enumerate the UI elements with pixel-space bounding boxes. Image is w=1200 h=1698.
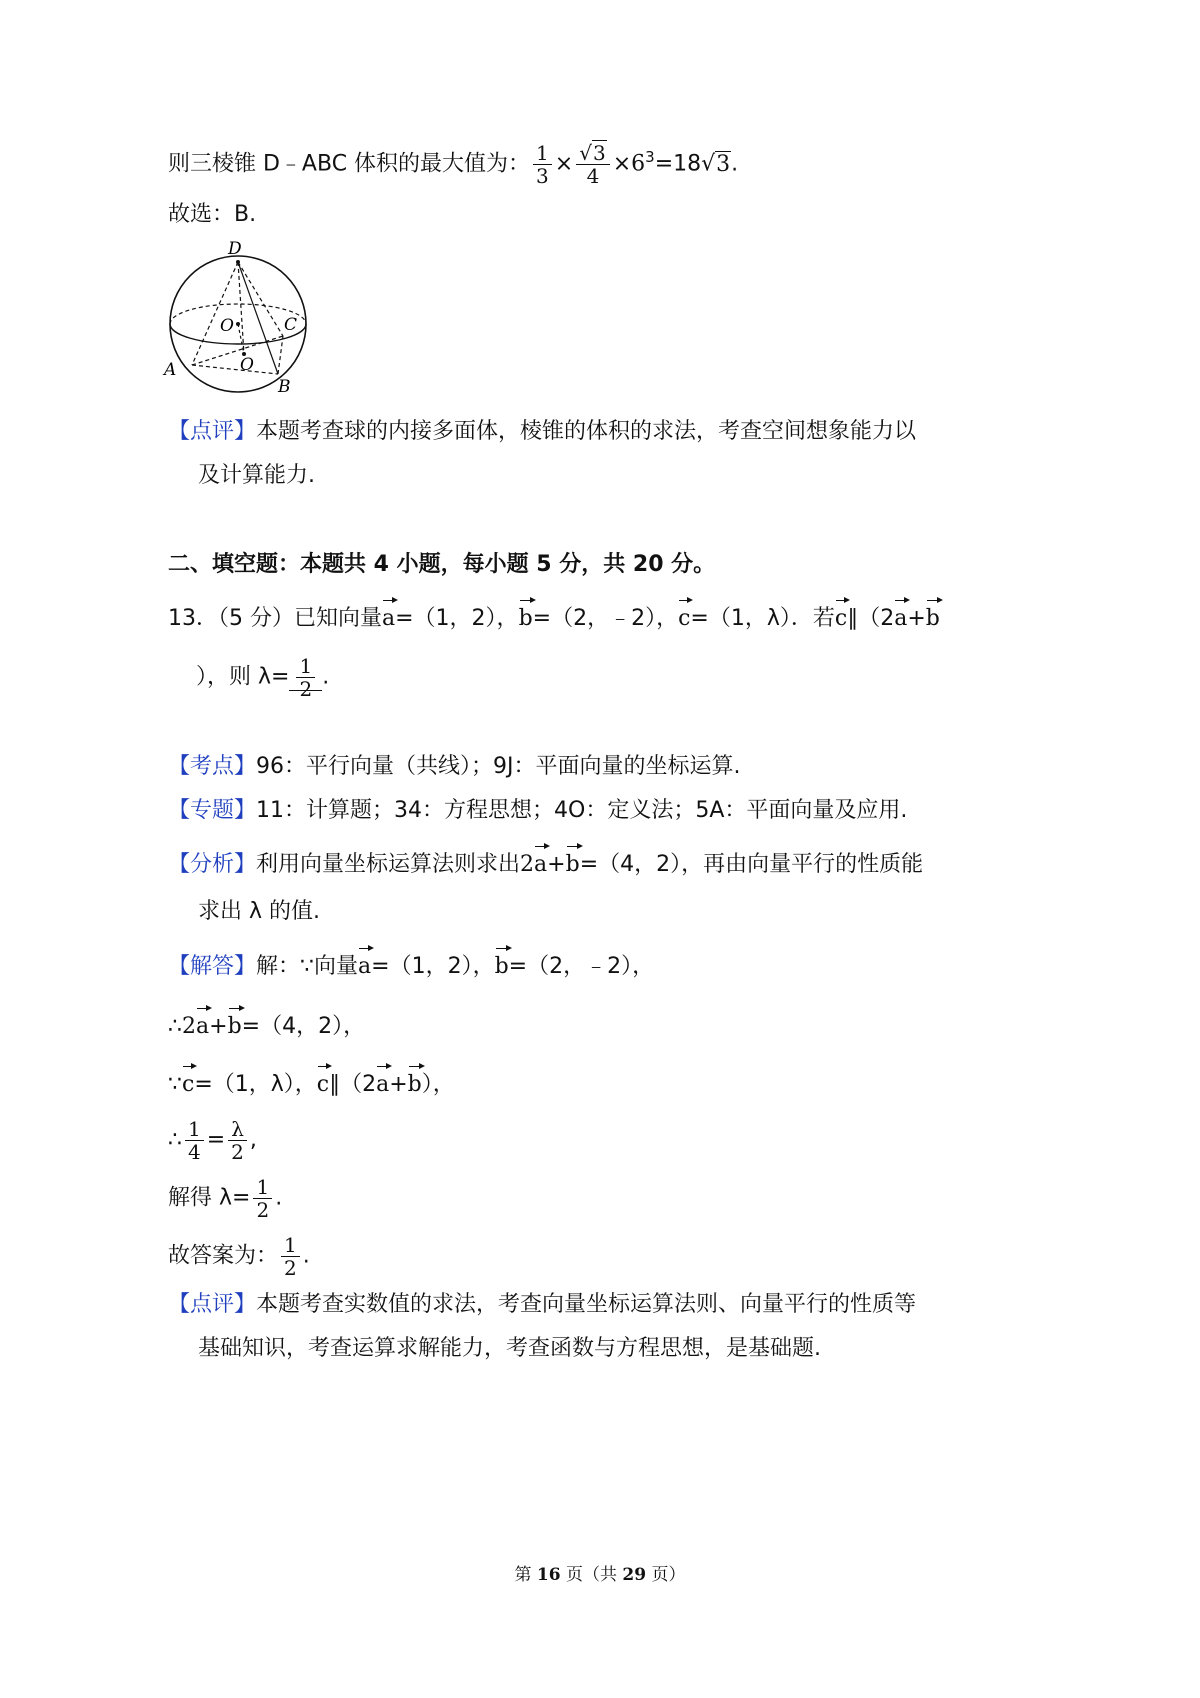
section-title: 二、填空题：本题共 4 小题，每小题 5 分，共 20 分。 (168, 552, 716, 577)
sphere-tetrahedron-figure (160, 232, 325, 397)
jieda-line-4: ∴ $\frac{1}{4}$ = $\frac{\lambda}{2}$ , (168, 1117, 257, 1164)
jieda-line-6: 故答案为： $\frac{1}{2}$ . (168, 1233, 310, 1280)
sqrt-three: √3 (701, 151, 731, 177)
review2-line-1: 【点评】本题考查实数值的求法，考查向量坐标运算法则、向量平行的性质等 (168, 1292, 917, 1317)
jieda-line-3: ∵c=（1，λ），c∥（2a+b）， (168, 1066, 1200, 1100)
fenxi-line-1: 【分析】利用向量坐标运算法则求出2a+b=（4，2），再由向量平行的性质能 (168, 846, 1200, 880)
jieda-line-5: 解得 λ= $\frac{1}{2}$ . (168, 1175, 283, 1222)
fenxi-line-2: 求出 λ 的值. (198, 899, 320, 924)
fraction-one-third: $\frac{1}{3}$ (533, 142, 552, 187)
label-B: B (278, 377, 291, 397)
answer-blank: $\frac{1}{2}$ (289, 665, 322, 691)
label-O: O (220, 316, 234, 336)
label-D: D (228, 239, 242, 259)
volume-max-line: 则三棱锥 D﹣ABC 体积的最大值为： $\frac{1}{3}$ × $\frac{√3}{4}$ $\times 6^3=18√3$. (168, 141, 739, 188)
question-13-line-2: ），则 λ= $\frac{1}{2}$ . (196, 654, 330, 701)
label-A: A (164, 360, 177, 380)
label-C: C (284, 315, 298, 335)
review-line-2: 及计算能力. (198, 463, 315, 488)
review-line-1: 【点评】本题考查球的内接多面体，棱锥的体积的求法，考查空间想象能力以 (168, 419, 917, 444)
jieda-line-2: ∴2a+b=（4，2）， (168, 1008, 1200, 1042)
jieda-line-1: 【解答】解：∵向量a=（1，2），b=（2，﹣2）， (168, 948, 1200, 982)
fraction-sqrt3-over-4: $\frac{√3}{4}$ (576, 142, 609, 187)
label-O-prime: O (240, 355, 254, 375)
question-13-line-1: 13．（5 分）已知向量a=（1，2），b=（2，﹣2），c=（1，λ）．若c∥（2a+b (168, 600, 1200, 634)
review-tag: 【点评】 (168, 419, 257, 444)
kaodian-line: 【考点】96：平行向量（共线）；9J：平面向量的坐标运算. (168, 754, 741, 779)
choice-line: 故选：B. (168, 202, 257, 227)
review2-line-2: 基础知识，考查运算求解能力，考查函数与方程思想，是基础题. (198, 1336, 821, 1361)
page-footer: 第 16 页（共 29 页） (514, 1565, 686, 1585)
zhuanti-line: 【专题】11：计算题；34：方程思想；4O：定义法；5A：平面向量及应用. (168, 798, 908, 823)
